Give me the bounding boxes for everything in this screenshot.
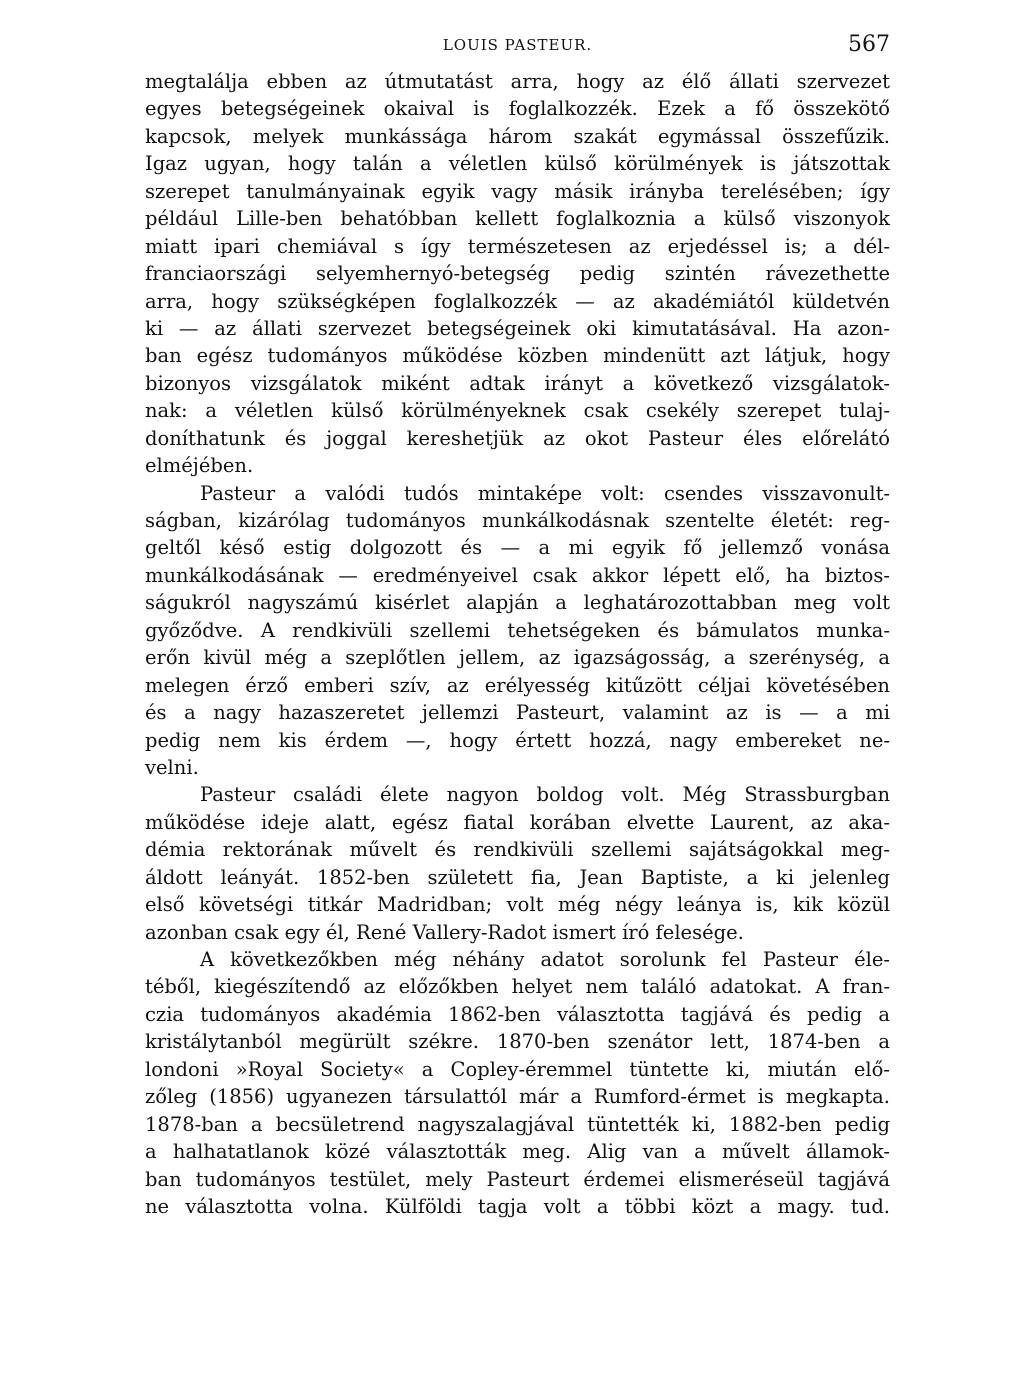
text-line: téből, kiegészítendő az előzőkben helyet nem találó adatokat. A fran- (145, 975, 890, 999)
page-number: 567 (848, 32, 890, 57)
text-line: ságukról nagyszámú kisérlet alapján a leghatározottabban meg volt (145, 591, 890, 615)
text-line: Pasteur családi élete nagyon boldog volt. Még Strassburgban (200, 783, 890, 807)
text-line: első követségi titkár Madridban; volt még négy leánya is, kik közül (145, 893, 890, 917)
text-line: melegen érző emberi szív, az erélyesség kitűzött céljai követésében (145, 673, 890, 697)
body-text (145, 68, 890, 1220)
text-line: doníthatunk és joggal kereshetjük az okot Pasteur éles előrelátó (145, 426, 890, 450)
text-line: áldott leányát. 1852-ben született fia, Jean Baptiste, a ki jelenleg (145, 865, 890, 889)
running-title: LOUIS PASTEUR. (442, 36, 593, 54)
text-line: működése ideje alatt, egész fiatal korában elvette Laurent, az aka- (145, 810, 890, 834)
text-line: elméjében. (145, 454, 254, 478)
text-line: arra, hogy szükségképen foglalkozzék — az akadémiától küldetvén (145, 289, 890, 313)
text-line: Igaz ugyan, hogy talán a véletlen külső körülmények is játszottak (145, 152, 890, 176)
text-line: Pasteur a valódi tudós mintaképe volt: csendes visszavonult- (200, 481, 890, 505)
text-line: franciaországi selyemhernyó-betegség pedig szintén rávezethette (145, 262, 890, 286)
text-line: és a nagy hazaszeretet jellemzi Pasteurt, valamint az is — a mi (145, 701, 890, 725)
text-line: kristálytanból megürült székre. 1870-ben szenátor lett, 1874-ben a (145, 1030, 890, 1054)
text-line: például Lille-ben behatóbban kellett foglalkoznia a külső viszonyok (145, 207, 890, 231)
text-line: démia rektorának művelt és rendkivüli szellemi sajátságokkal meg- (145, 838, 890, 862)
text-line: A következőkben még néhány adatot sorolunk fel Pasteur éle- (200, 948, 890, 971)
text-line: munkálkodásának — eredményeivel csak akkor lépett elő, ha biztos- (145, 563, 890, 587)
text-line: azonban csak egy él, René Vallery-Radot ismert író felesége. (145, 920, 744, 944)
text-line: szerepet tanulmányainak egyik vagy másik irányba terelésében; így (145, 179, 890, 203)
text-line: londoni »Royal Society« a Copley-éremmel tüntette ki, miután elő- (145, 1057, 890, 1081)
text-line: erőn kivül még a szeplőtlen jellem, az igazságosság, a szerénység, a (145, 646, 890, 670)
text-line: pedig nem kis érdem —, hogy értett hozzá, nagy embereket ne- (145, 728, 890, 752)
text-line: zőleg (1856) ugyanezen társulattól már a Rumford-érmet is megkapta. (145, 1085, 890, 1109)
text-line: ki — az állati szervezet betegségeinek oki kimutatásával. Ha azon- (145, 316, 890, 340)
text-line: ban egész tudományos működése közben mindenütt azt látjuk, hogy (145, 344, 890, 368)
text-line: 1878-ban a becsületrend nagyszalagjával tüntették ki, 1882-ben pedig (145, 1112, 890, 1136)
text-line: ban tudományos testület, mely Pasteurt érdemei elismeréseül tagjává (145, 1167, 890, 1191)
text-line: a halhatatlanok közé választották meg. Alig van a művelt államok- (145, 1140, 890, 1164)
text-line: czia tudományos akadémia 1862-ben választotta tagjává és pedig a (145, 1002, 890, 1026)
text-line: ne választotta volna. Külföldi tagja volt a többi közt a magy. tud. (145, 1194, 890, 1218)
text-line: megtalálja ebben az útmutatást arra, hogy az élő állati szervezet (145, 70, 890, 93)
running-header (145, 30, 890, 60)
text-line: geltől késő estig dolgozott és — a mi egyik fő jellemző vonása (145, 536, 890, 560)
text-line: nak: a véletlen külső körülményeknek csak csekély szerepet tulaj- (145, 399, 890, 423)
text-line: velni. (145, 755, 199, 779)
text-line: egyes betegségeinek okaival is foglalkozzék. Ezek a fő összekötő (145, 97, 890, 121)
text-line: kapcsok, melyek munkássága három szakát egymással összefűzik. (145, 124, 890, 148)
text-line: miatt ipari chemiával s így természetesen az erjedéssel is; a dél- (145, 234, 890, 258)
text-line: győződve. A rendkivüli szellemi tehetségeken és bámulatos munka- (145, 618, 890, 642)
text-line: ságban, kizárólag tudományos munkálkodásnak szentelte életét: reg- (145, 509, 890, 532)
text-line: bizonyos vizsgálatok miként adtak irányt a következő vizsgálatok- (145, 371, 890, 395)
